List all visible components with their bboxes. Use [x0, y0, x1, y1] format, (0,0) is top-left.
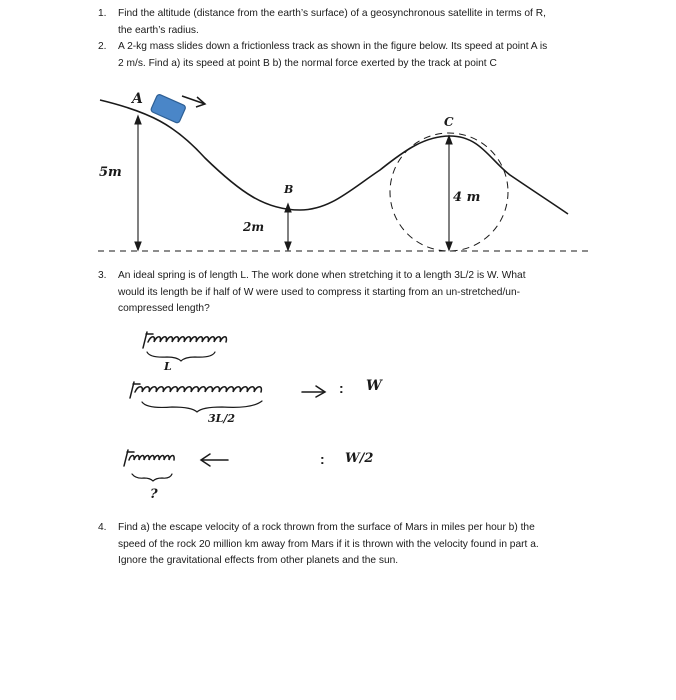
- compress-arrow-icon: [201, 454, 228, 466]
- colon-1: :: [339, 380, 344, 396]
- label-work-w: W: [366, 378, 382, 394]
- label-point-c: C: [444, 115, 454, 129]
- stretch-arrow-icon: [302, 386, 325, 397]
- question-4-line-3: Ignore the gravitational effects from other planets and the sun.: [118, 555, 399, 566]
- question-3-line-2: would its length be if half of W were used to compress it starting from an un-stretched/un-: [118, 286, 521, 298]
- label-height-5m: 5m: [99, 165, 122, 180]
- brace-compressed: [132, 474, 172, 481]
- label-diameter-4m: 4 m: [453, 190, 481, 205]
- question-1-number: 1.: [98, 8, 107, 19]
- question-3-number: 3.: [98, 270, 107, 281]
- question-2-line-2: 2 m/s. Find a) its speed at point B b) the normal force exerted by the track at point C: [118, 57, 497, 69]
- label-unknown: ?: [150, 487, 158, 502]
- brace-stretched: [142, 401, 262, 412]
- question-3-line-1: An ideal spring is of length L. The work done when stretching it to a length 3L/2 is W. What: [118, 270, 526, 281]
- label-point-a: A: [132, 91, 143, 107]
- spring-stretched: [130, 382, 325, 412]
- question-2-line-1: A 2-kg mass slides down a frictionless track as shown in the figure below. Its speed at point A is: [118, 41, 548, 52]
- colon-2: :: [320, 451, 325, 467]
- label-length-l: L: [164, 360, 172, 373]
- question-2-number: 2.: [98, 41, 107, 52]
- question-3-line-3: compressed length?: [118, 303, 210, 314]
- label-stretched-length: 3L/2: [208, 412, 236, 425]
- question-4-number: 4.: [98, 522, 107, 533]
- question-4-line-1: Find a) the escape velocity of a rock thrown from the surface of Mars in miles per hour b) the: [118, 522, 535, 533]
- brace-length: [147, 352, 215, 361]
- question-1-line-2: the earth’s radius.: [118, 24, 199, 36]
- label-work-half: W/2: [345, 451, 374, 466]
- question-1-line-1: Find the altitude (distance from the earth’s surface) of a geosynchronous satellite in terms of R,: [118, 8, 546, 19]
- question-4-line-2: speed of the rock 20 million km away from Mars if it is thrown with the velocity found in part a.: [118, 538, 539, 550]
- spring-compressed: [124, 450, 228, 481]
- label-point-b: B: [284, 183, 294, 196]
- spring-relaxed: [143, 332, 226, 361]
- label-height-2m: 2m: [243, 220, 265, 234]
